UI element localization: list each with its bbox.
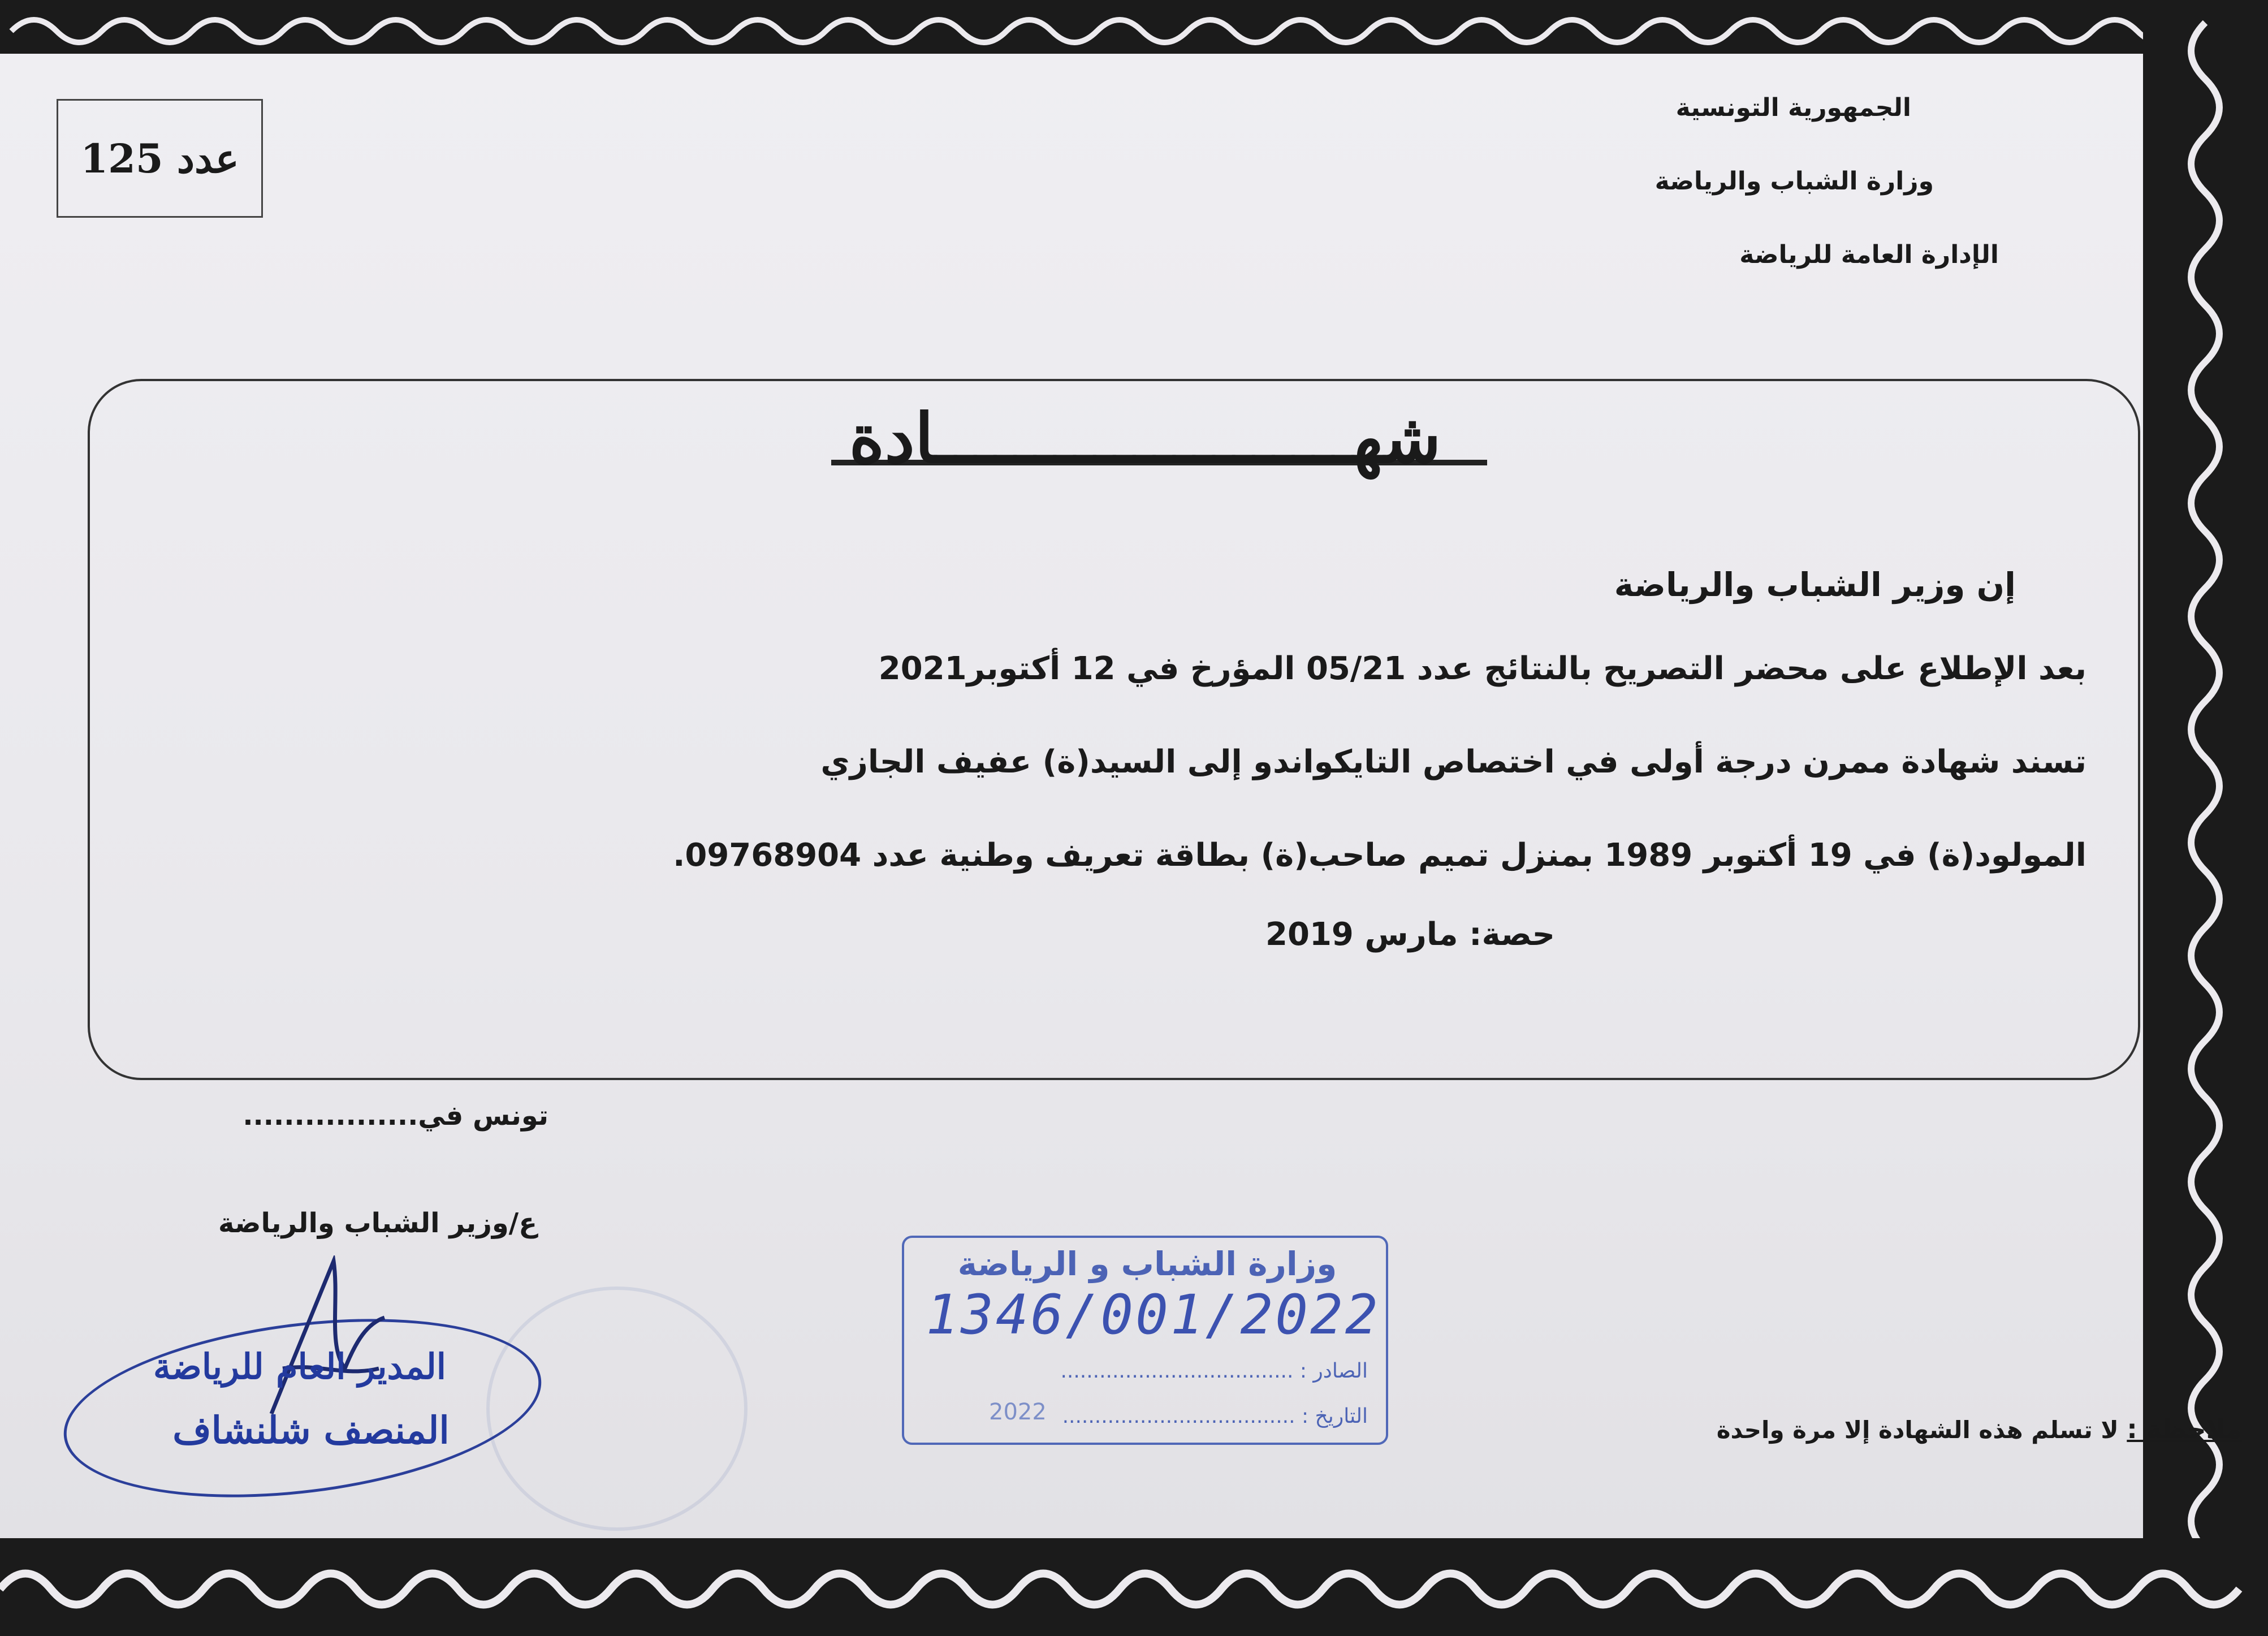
stamp-date-row: التاريخ : .................................... <box>1062 1405 1368 1428</box>
decorative-border-bottom <box>0 1538 2268 1636</box>
note-text: لا تسلم هذه الشهادة إلا مرة واحدة <box>1716 1416 2127 1444</box>
director-name: المنصف شلنشاف <box>172 1408 450 1452</box>
header-republic: الجمهورية التونسية <box>1675 93 1911 122</box>
stamp-handwritten-number: 1346/001/2022 <box>926 1283 1380 1346</box>
registry-stamp <box>902 1236 1388 1445</box>
header-ministry: وزارة الشباب والرياضة <box>1654 167 1934 196</box>
body-line-session: حصة: مارس 2019 <box>1265 916 1555 953</box>
stamp-ministry-title: وزارة الشباب و الرياضة <box>957 1245 1337 1283</box>
body-line-1: إن وزير الشباب والرياضة <box>1614 566 2016 604</box>
director-title: المدير العام للرياضة <box>153 1346 447 1387</box>
place-and-date: تونس في................. <box>243 1100 548 1132</box>
body-line-3: تسند شهادة ممرن درجة أولى في اختصاص التايكواندو إلى السيد(ة) عفيف الجازي <box>820 744 2086 780</box>
certificate-number-box: عدد 125 <box>57 99 263 218</box>
note-label: ملاحظة : <box>2127 1414 2242 1444</box>
decorative-border-right <box>2143 0 2268 1636</box>
signature-scribble <box>249 1255 396 1425</box>
stamp-date-value: 2022 <box>989 1399 1047 1425</box>
certificate-body-frame <box>88 379 2140 1080</box>
body-line-4: المولود(ة) في 19 أكتوبر 1989 بمنزل تميم صاحب(ة) بطاقة تعريف وطنية عدد 09768904. <box>673 837 2086 874</box>
certificate-title: شهـــــــــــــــــــــادة <box>849 399 1441 478</box>
body-line-2: بعد الإطلاع على محضر التصريح بالنتائج عدد 05/21 المؤرخ في 12 أكتوبر2021 <box>878 650 2086 687</box>
footer-note <box>1600 1414 2242 1444</box>
stamp-issued-row: الصادر : .................................... <box>1060 1359 1368 1383</box>
director-signature-stamp <box>62 1323 543 1499</box>
header-directorate: الإدارة العامة للرياضة <box>1739 240 1999 269</box>
minister-signature-label: ع/وزير الشباب والرياضة <box>218 1207 537 1239</box>
decorative-border-top <box>0 0 2268 54</box>
